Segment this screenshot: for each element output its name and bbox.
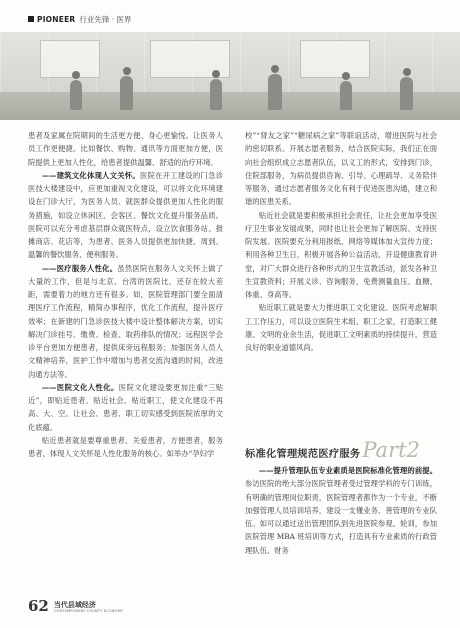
subheading: ——提升管理队伍专业素质是医院标准化管理的前提。 bbox=[258, 466, 437, 475]
paragraph bbox=[28, 262, 223, 381]
header-section: 行业先锋 · 医界 bbox=[79, 14, 132, 24]
subheading: ——医疗服务人性化。 bbox=[41, 263, 118, 273]
subheading: ——医院文化人性化。 bbox=[41, 382, 119, 392]
paragraph bbox=[28, 381, 223, 434]
paragraph-text: 医院文化建设要更加注重“三贴近”，即贴近患者、贴近社会、贴近职工，使文化建设不再高、大、空。让社会、患者、职工切实感受到医院浓厚的文化底蕴。 bbox=[28, 382, 223, 432]
paragraph: 贴近职工就是要大力推进职工文化建设。医院考虑解职工工作压力，可以设立医院生术组、职工之家，打造职工健康、文明的业余生活，促进职工文明素质的持续提升，营造良好的职业道德风尚。 bbox=[245, 303, 437, 352]
section-heading bbox=[245, 436, 445, 460]
header-square-icon bbox=[28, 16, 34, 22]
paragraph: 贴近社会就是要积极承担社会责任，让社会更加享受医疗卫生事业发展成果，同时也让社会更加了解医院、支持医院发展。医院要充分利用报纸、网络等媒体加大宣传力度；利用各种卫生日，积极开展各种公益活动，开设健康教育讲堂，对广大群众进行各种形式的卫生宣教活动，派发各种卫生宣教资料；开展义诊、咨询服务，免费测量血压、血糖、体重、身高等。 bbox=[245, 210, 437, 299]
paragraph: 患者及家属在院期间的生活更方便、身心更愉悦。让医务人员工作更便捷。比如餐饮、购物、通讯等方面更加方便，医院提供上更加人性化，给患者提供温馨、舒适的治疗环境。 bbox=[28, 131, 223, 167]
paragraph: 校”“肾友之家”“糖尿病之家”等联谊活动，增进医院与社会的密切联系。开展志愿者服务，结合医院实际，我们正在面向社会组织成立志愿者队伍，以义工的形式，安排到门诊，住院部服务，为病员提供咨询、引导、心理疏导、义务陪伴等服务，通过志愿者服务文化有利于促进医患沟通，建立和谐的医患关系。 bbox=[245, 131, 437, 207]
paragraph-text: 虽然医院在服务人文关怀上做了大量的工作，但是与北京、台湾的医院比，还存在较大差距，需要着力的地方还有很多。如，医院管理部门要全面清理医疗工作流程，精简办事程序，优化工作流程，提升医疗效率；在新建的门急诊医技大楼中设计整体解决方案，切实解决门诊挂号、缴费、检查、取药排队的情况；远程医学会诊平台更加方便患者，提供床旁远程服务；加强医务人员人文精神培养，医护工作中增加与患者交流沟通的时间，改进沟通方法等。 bbox=[28, 263, 224, 379]
article-right-column bbox=[245, 129, 437, 354]
page-footer bbox=[28, 599, 123, 614]
paragraph bbox=[28, 169, 223, 262]
paragraph: 贴近患者就是要尊重患者、关爱患者，方便患者，服务患者，体现人文关怀是人性化服务的核心。如举办“孕妇学 bbox=[28, 435, 223, 458]
section-body bbox=[245, 464, 437, 557]
paragraph-text: 医院在开工建设的门急诊医技大楼建设中，应更加重视文化建设，可以将文化环境建设在门诊大厅，为医务人员、就医群众提供更加人性化的服务措施，如设立休闲区、会客区、餐饮文化提升服务品质。医院可以充分考虑基层群众就医特点，设立饮食服务站、报摊商店、花店等，为患者、医务人员提供更加快捷、周到、温馨的餐饮服务、便利服务。 bbox=[28, 170, 223, 260]
magazine-name-en: CONTEMPORARY COUNTY ECONOMY bbox=[53, 609, 124, 613]
paragraph bbox=[245, 464, 437, 557]
subheading: ——建筑文化体现人文关怀。 bbox=[41, 170, 140, 180]
paragraph-text: 参访医院的绝大部分医院管理者受过管理学科的专门训练，有明确的管理岗位职责，医院管理者都作为一个专业，不断加强管理人员培训培养，建设一支懂业务、善管理的专业队伍。如可以通过送出管理团队到先进医院参观、轮训，参加医院管理 MBA 班培训等方式，打造具有专业素质的行政管理队伍、财务 bbox=[245, 479, 437, 555]
section-part-label: Part2 bbox=[362, 438, 420, 462]
article-left-column bbox=[28, 129, 223, 460]
header-photo bbox=[0, 32, 460, 120]
page-number: 62 bbox=[28, 597, 49, 615]
header-brand: PIONEER bbox=[37, 14, 76, 24]
section-title: 标准化管理规范医疗服务 bbox=[245, 449, 361, 460]
page-header bbox=[28, 13, 132, 25]
magazine-name: 当代县域经济 bbox=[53, 600, 96, 609]
